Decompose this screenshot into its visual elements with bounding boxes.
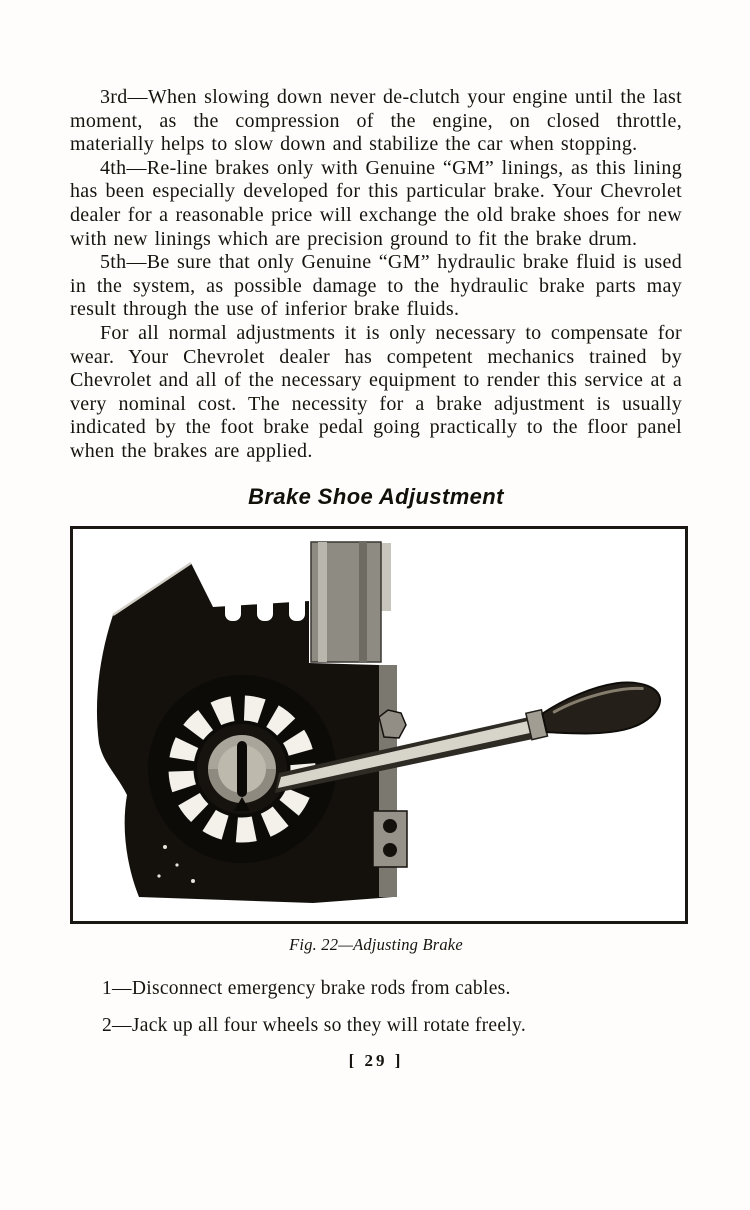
- cylinder-section: [311, 542, 391, 662]
- steps-list: [70, 977, 682, 1037]
- step-item-1: 1—Disconnect emergency brake rods from cables.: [102, 978, 511, 999]
- step-item-2: 2—Jack up all four wheels so they will rotate freely.: [102, 1015, 527, 1036]
- paragraph-4th: 4th—Re-line brakes only with Genuine “GM” linings, as this lining has been especially developed for this particular brake. Your Chevrolet dealer for a reasonable price will exchange the old brake shoes for new with new linings which are precision ground to fit the brake drum.: [70, 156, 682, 250]
- figure-frame: [70, 526, 688, 924]
- paragraph-5th: 5th—Be sure that only Genuine “GM” hydraulic brake fluid is used in the system, as possible damage to the hydraulic brake parts may result through the use of inferior brake fluids.: [70, 251, 682, 321]
- figure-caption: Fig. 22—Adjusting Brake: [289, 934, 463, 954]
- section-heading: Brake Shoe Adjustment: [248, 483, 504, 509]
- paragraph-adjustments: For all normal adjustments it is only necessary to compensate for wear. Your Chevrolet dealer has competent mechanics trained by Chevrolet and all of the necessary equipment to render this service at a very nominal cost. The necessity for a brake adjustment is usually indicated by the foot brake pedal going practically to the floor panel when the brakes are applied.: [70, 321, 682, 462]
- brake-adjustment-illustration: [73, 529, 685, 921]
- paragraph-3rd: 3rd—When slowing down never de-clutch your engine until the last moment, as the compression of the engine, on closed throttle, materially helps to slow down and stabilize the car when stopping.: [70, 86, 682, 156]
- body-text-block: [70, 86, 682, 464]
- brake-adjustment-figure: [70, 526, 682, 954]
- page-number: [ 29 ]: [348, 1051, 404, 1070]
